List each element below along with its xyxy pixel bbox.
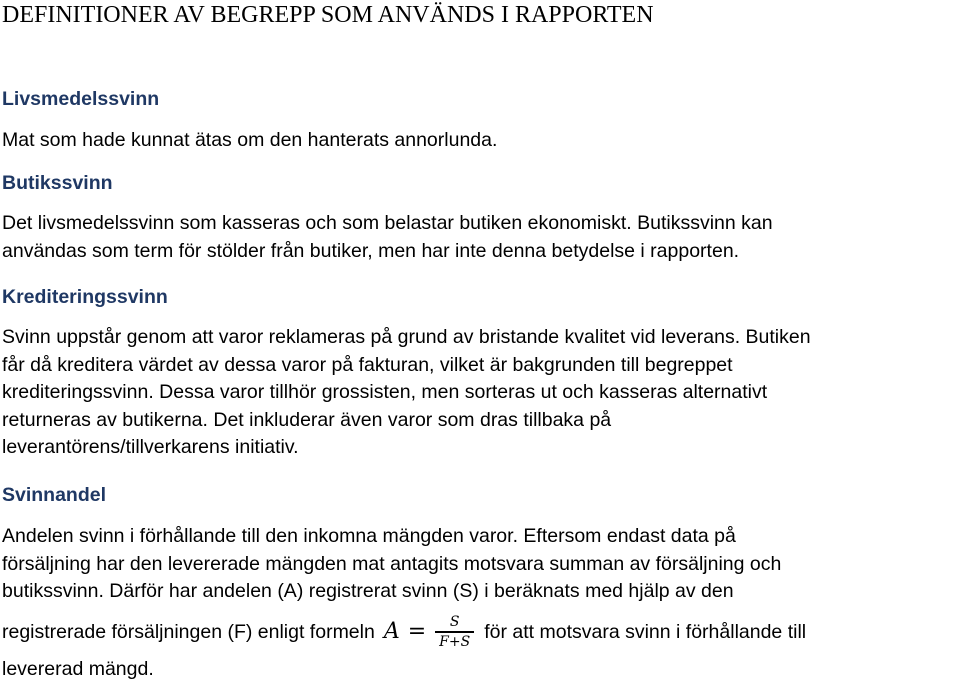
text-line: användas som term för stölder från butiker, men har inte denna betydelse i rapporten.	[2, 239, 740, 262]
text-line: får då kreditera värdet av dessa varor på fakturan, vilket är bakgrunden till begreppet	[2, 353, 733, 376]
page-title: DEFINITIONER AV BEGREPP SOM ANVÄNDS I RAPPORTEN	[2, 2, 654, 28]
heading-butikssvinn: Butikssvinn	[2, 172, 113, 194]
heading-svinnandel: Svinnandel	[2, 484, 107, 506]
heading-livsmedelssvinn: Livsmedelssvinn	[2, 88, 160, 110]
text-line: butikssvinn. Därför har andelen (A) registrerat svinn (S) i beräknats med hjälp av den	[2, 580, 734, 602]
formula-text-after: för att motsvara svinn i förhållande till	[484, 621, 807, 643]
formula-line	[2, 612, 959, 652]
formula-lhs: A	[383, 618, 400, 644]
formula-denominator: F+S	[439, 633, 471, 650]
paragraph-krediteringssvinn	[2, 324, 959, 462]
text-line: krediteringssvinn. Dessa varor tillhör grossisten, men sorteras ut och kasseras alternativt	[2, 381, 768, 403]
formula-numerator: S	[449, 614, 460, 631]
formula	[384, 615, 474, 648]
paragraph-butikssvinn	[2, 210, 959, 265]
text-line: Svinn uppstår genom att varor reklameras på grund av bristande kvalitet vid leverans. Butiken	[2, 326, 811, 348]
text-line: returneras av butikerna. Det inkluderar även varor som dras tillbaka på	[2, 408, 612, 431]
text-line: Andelen svinn i förhållande till den inkomna mängden varor. Eftersom endast data på	[2, 525, 736, 547]
text-line: Mat som hade kunnat ätas om den hanterats annorlunda.	[2, 129, 498, 151]
formula-text-before: registrerade försäljningen (F) enligt formeln	[2, 621, 375, 643]
paragraph-svinnandel-end	[2, 656, 959, 684]
text-line: leverantörens/tillverkarens initiativ.	[2, 436, 299, 458]
heading-krediteringssvinn: Krediteringssvinn	[2, 286, 168, 308]
formula-equals: =	[407, 618, 427, 644]
text-line: Det livsmedelssvinn som kasseras och som belastar butiken ekonomiskt. Butikssvinn kan	[2, 212, 773, 234]
paragraph-livsmedelssvinn	[2, 127, 959, 155]
text-line: försäljning har den levererade mängden mat antagits motsvara summan av försäljning och	[2, 552, 782, 575]
formula-fraction	[435, 615, 474, 648]
paragraph-svinnandel	[2, 523, 959, 606]
text-line: levererad mängd.	[2, 658, 154, 680]
